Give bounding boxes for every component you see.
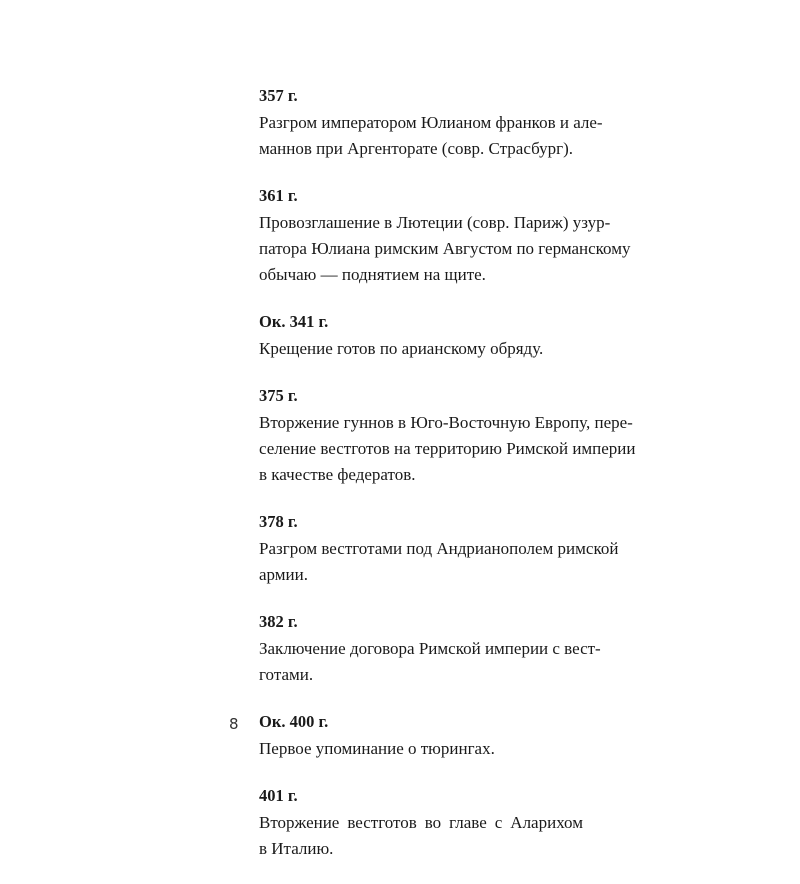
entry-text-line: селение вестготов на территорию Римской империи <box>259 439 636 458</box>
entry-text <box>259 536 619 588</box>
entry-text-line: Провозглашение в Лютеции (совр. Париж) узур- <box>259 213 611 232</box>
entry-year: 382 г. <box>259 612 298 631</box>
chronology-entry-378 <box>259 510 619 588</box>
entry-text-line: Первое упоминание о тюрингах. <box>259 739 495 758</box>
entry-year: 378 г. <box>259 512 298 531</box>
entry-year: 401 г. <box>259 786 298 805</box>
entry-text-line: патора Юлиана римским Августом по германскому <box>259 239 631 258</box>
chronology-entry-357 <box>259 84 603 162</box>
entry-text-line: Разгром императором Юлианом франков и але- <box>259 113 603 132</box>
entry-text-line: обычаю — поднятием на щите. <box>259 265 486 284</box>
chronology-entry-382 <box>259 610 601 688</box>
entry-text <box>259 336 583 362</box>
chronology-entry-375 <box>259 384 636 488</box>
chronology-entry-341 <box>259 310 583 362</box>
chronology-page <box>259 84 636 884</box>
entry-text-line: Вторжение вестготов во главе с Аларихом <box>259 813 583 832</box>
entry-text-line: армии. <box>259 565 308 584</box>
entry-text-line: Разгром вестготами под Андрианополем римской <box>259 539 619 558</box>
entry-year: 375 г. <box>259 386 298 405</box>
entry-text <box>259 736 583 762</box>
entry-text-line: в качестве федератов. <box>259 465 416 484</box>
entry-text <box>259 110 603 162</box>
entry-year: Ок. 341 г. <box>259 312 329 331</box>
entry-text-line: в Италию. <box>259 839 334 858</box>
entry-text <box>259 810 583 862</box>
entry-text-line: готами. <box>259 665 314 684</box>
entry-text-line: Крещение готов по арианскому обряду. <box>259 339 544 358</box>
entry-text <box>259 210 631 288</box>
entry-text <box>259 410 636 488</box>
entry-year: 357 г. <box>259 86 298 105</box>
entry-text-line: Вторжение гуннов в Юго-Восточную Европу, пере- <box>259 413 633 432</box>
chronology-entry-400 <box>259 710 583 762</box>
entry-year: Ок. 400 г. <box>259 712 329 731</box>
chronology-entry-401 <box>259 784 583 862</box>
chronology-entry-361 <box>259 184 631 288</box>
entry-text <box>259 636 601 688</box>
entry-text-line: Заключение договора Римской империи с вест- <box>259 639 601 658</box>
entry-text-line: маннов при Аргенторате (совр. Страсбург). <box>259 139 573 158</box>
page-number: 8 <box>229 715 239 733</box>
entry-year: 361 г. <box>259 186 298 205</box>
